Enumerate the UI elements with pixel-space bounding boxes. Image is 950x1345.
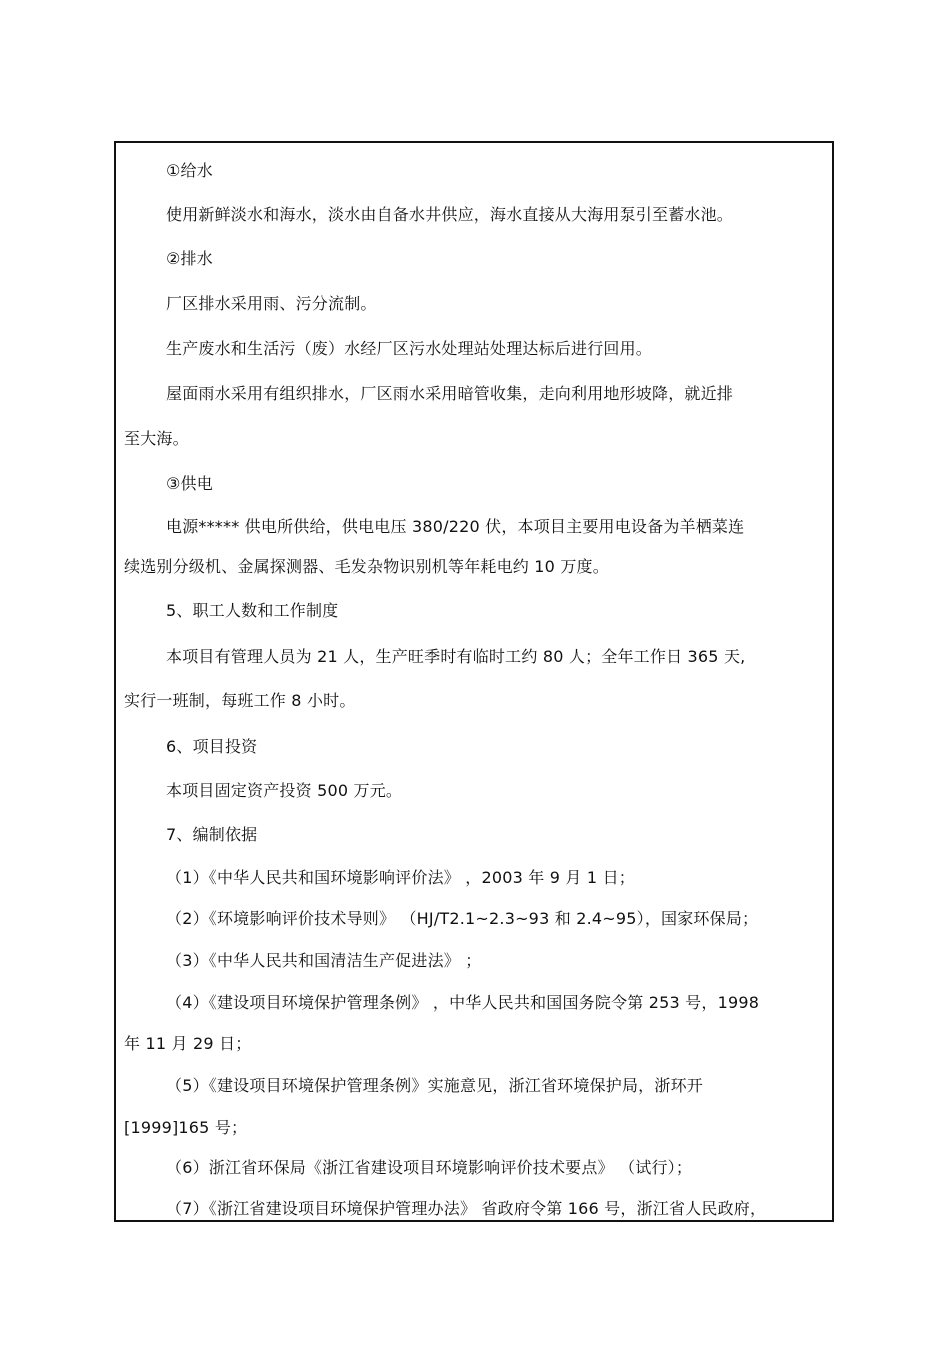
paragraph-water-supply: 使用新鲜淡水和海水，淡水由自备水井供应，海水直接从大海用泵引至蓄水池。 bbox=[166, 205, 734, 224]
basis-item-3: （3）《中华人民共和国清洁生产促进法》 ； bbox=[166, 951, 482, 970]
paragraph-drainage-3-cont: 至大海。 bbox=[124, 429, 189, 448]
paragraph-drainage-2: 生产废水和生活污（废）水经厂区污水处理站处理达标后进行回用。 bbox=[166, 339, 653, 358]
basis-item-5-cont: [1999]165 号； bbox=[124, 1118, 248, 1137]
basis-item-4: （4）《建设项目环境保护管理条例》 ，中华人民共和国国务院令第 253 号，1998 bbox=[166, 993, 760, 1012]
basis-item-2: （2）《环境影响评价技术导则》 （HJ/T2.1~2.3~93 和 2.4~95），国家环保局； bbox=[166, 909, 759, 928]
subheading-power-supply: ③供电 bbox=[166, 474, 213, 493]
paragraph-investment: 本项目固定资产投资 500 万元。 bbox=[166, 781, 403, 800]
basis-item-6: （6）浙江省环保局《浙江省建设项目环境影响评价技术要点》 （试行）； bbox=[166, 1158, 693, 1177]
paragraph-staff-cont: 实行一班制，每班工作 8 小时。 bbox=[124, 691, 356, 710]
section-heading-staff: 5、职工人数和工作制度 bbox=[166, 601, 339, 620]
paragraph-drainage-1: 厂区排水采用雨、污分流制。 bbox=[166, 294, 377, 313]
paragraph-power-supply: 电源***** 供电所供给，供电电压 380/220 伏，本项目主要用电设备为羊栖菜连 bbox=[166, 517, 745, 536]
paragraph-staff: 本项目有管理人员为 21 人，生产旺季时有临时工约 80 人；全年工作日 365 天, bbox=[166, 647, 746, 666]
subheading-water-supply: ①给水 bbox=[166, 161, 213, 180]
basis-item-1: （1）《中华人民共和国环境影响评价法》 ，2003 年 9 月 1 日； bbox=[166, 868, 635, 887]
subheading-drainage: ②排水 bbox=[166, 249, 213, 268]
basis-item-4-cont: 年 11 月 29 日； bbox=[124, 1034, 252, 1053]
document-frame bbox=[114, 141, 834, 1222]
basis-item-5: （5）《建设项目环境保护管理条例》实施意见，浙江省环境保护局，浙环开 bbox=[166, 1076, 703, 1095]
section-heading-investment: 6、项目投资 bbox=[166, 737, 258, 756]
basis-item-7: （7）《浙江省建设项目环境保护管理办法》 省政府令第 166 号，浙江省人民政府， bbox=[166, 1199, 767, 1218]
paragraph-power-supply-cont: 续选别分级机、金属探测器、毛发杂物识别机等年耗电约 10 万度。 bbox=[124, 557, 609, 576]
paragraph-drainage-3: 屋面雨水采用有组织排水，厂区雨水采用暗管收集，走向利用地形坡降，就近排 bbox=[166, 384, 734, 403]
section-heading-basis: 7、编制依据 bbox=[166, 825, 258, 844]
